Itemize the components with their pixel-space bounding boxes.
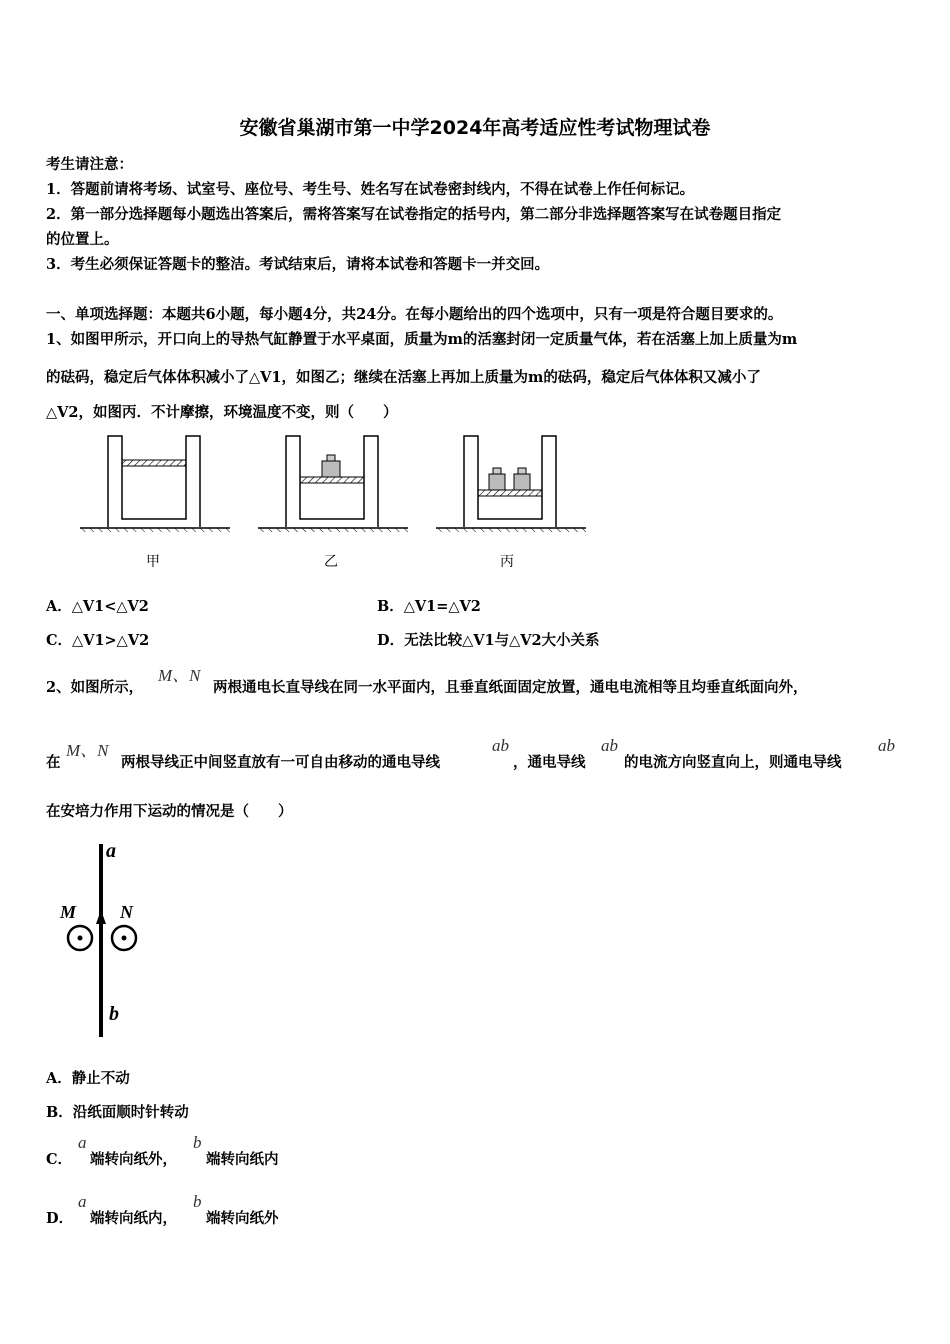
caption-jia: 甲	[146, 554, 160, 570]
option-c-a: a	[78, 1133, 87, 1152]
option-d-b: b	[193, 1192, 202, 1211]
q1-line2: 的砝码，稳定后气体体积减小了△V1，如图乙；继续在活塞上再加上质量为m的砝码，稳定后气体体积又减小了	[46, 369, 761, 386]
option-c-b: b	[193, 1133, 202, 1152]
piston	[122, 460, 186, 466]
caption-yi: 乙	[324, 554, 338, 570]
notice-item-1: 1．答题前请将考场、试室号、座位号、考生号、姓名写在试卷密封线内，不得在试卷上作任何标记。	[46, 181, 695, 198]
q1-line1: 1、如图甲所示，开口向上的导热气缸静置于水平桌面，质量为m的活塞封闭一定质量气体，若在活塞上加上质量为m	[46, 331, 798, 348]
q2-line3: 在安培力作用下运动的情况是（ ）	[46, 803, 293, 820]
q2-line1-end: 两根通电长直导线在同一水平面内，且垂直纸面固定放置，通电电流相等且均垂直纸面向外，	[213, 679, 808, 696]
option-d-mid: 端转向纸内，	[90, 1210, 177, 1227]
label-n: N	[120, 902, 133, 922]
q2-line1-start: 2、如图所示，	[46, 679, 144, 696]
q1-line3: △V2，如图丙．不计摩擦，环境温度不变，则（ ）	[46, 404, 398, 421]
option-d-post: 端转向纸外	[206, 1210, 279, 1227]
cylinder-yi	[258, 436, 408, 532]
q1-option-d[interactable]: D．无法比较△V1与△V2大小关系	[377, 632, 600, 649]
option-d-prefix: D．	[46, 1210, 74, 1227]
option-c-prefix: C．	[46, 1151, 73, 1168]
q2-line2-mid2: ，通电导线	[513, 754, 586, 771]
option-d-a: a	[78, 1192, 87, 1211]
q2-line2-end: 的电流方向竖直向上，则通电导线	[624, 754, 842, 771]
current-arrow-icon	[96, 910, 106, 924]
q2-line2-mid: 两根导线正中间竖直放有一可自由移动的通电导线	[121, 754, 440, 771]
option-c-post: 端转向纸内	[206, 1151, 279, 1168]
page-title: 安徽省巢湖市第一中学2024年高考适应性考试物理试卷	[239, 117, 711, 139]
section-heading: 一、单项选择题：本题共6小题，每小题4分，共24分。在每小题给出的四个选项中，只有一项是符合题目要求的。	[46, 306, 783, 323]
q2-mn-symbol-2: M、N	[66, 741, 109, 760]
label-m: M	[60, 902, 77, 922]
piston	[478, 490, 542, 496]
q1-option-b[interactable]: B．△V1=△V2	[377, 598, 481, 615]
q1-option-c[interactable]: C．△V1>△V2	[46, 632, 150, 649]
q2-option-a[interactable]: A．静止不动	[46, 1070, 130, 1087]
notice-item-2-cont: 的位置上。	[46, 231, 119, 248]
cylinder-bing	[436, 436, 586, 532]
piston	[300, 477, 364, 483]
label-a: a	[106, 840, 116, 862]
wire-figure	[50, 840, 190, 1050]
cylinder-jia	[80, 436, 230, 532]
q2-ab-symbol-3: ab	[878, 736, 895, 755]
q1-option-a[interactable]: A．△V1<△V2	[46, 598, 149, 615]
q2-ab-symbol-2: ab	[601, 736, 618, 755]
q2-line2-start: 在	[46, 754, 61, 771]
label-b: b	[109, 1003, 119, 1025]
q2-ab-symbol: ab	[492, 736, 509, 755]
notice-heading: 考生请注意：	[46, 156, 133, 173]
weight	[514, 474, 530, 490]
weight	[489, 474, 505, 490]
caption-bing: 丙	[500, 554, 514, 570]
option-c-mid: 端转向纸外，	[90, 1151, 177, 1168]
notice-item-3: 3．考生必须保证答题卡的整洁。考试结束后，请将本试卷和答题卡一并交回。	[46, 256, 550, 273]
notice-item-2: 2．第一部分选择题每小题选出答案后，需将答案写在试卷指定的括号内，第二部分非选择题答案写在试卷题目指定	[46, 206, 782, 223]
weight	[322, 461, 340, 477]
q2-option-b[interactable]: B．沿纸面顺时针转动	[46, 1104, 189, 1121]
q2-mn-symbol: M、N	[158, 666, 201, 685]
